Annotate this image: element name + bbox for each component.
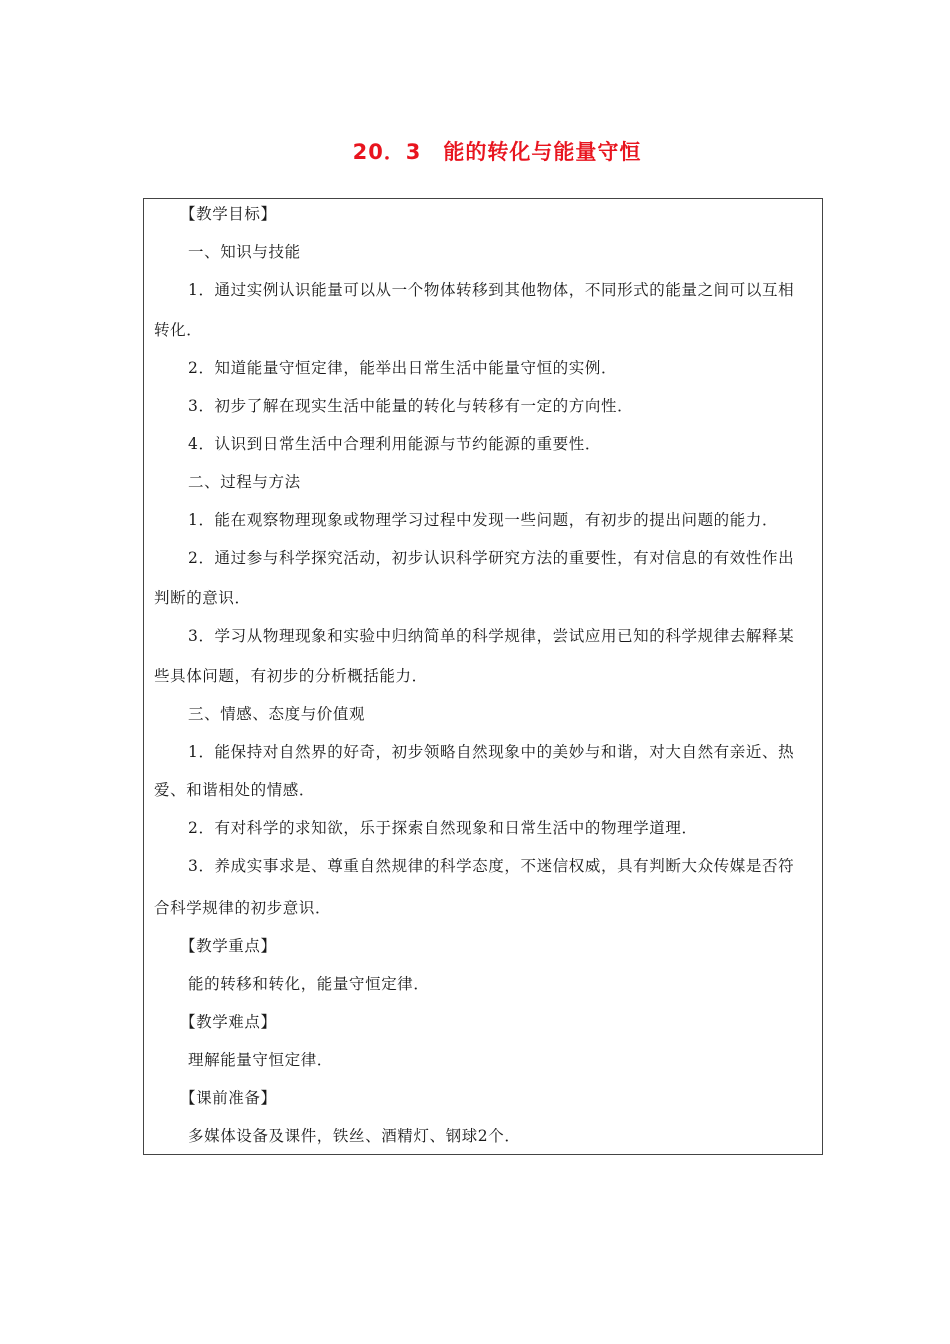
paragraph-line: 3．养成实事求是、尊重自然规律的科学态度，不迷信权威，具有判断大众传媒是否符 xyxy=(188,857,795,875)
paragraph-line: 多媒体设备及课件，铁丝、酒精灯、钢球2个． xyxy=(188,1127,521,1145)
paragraph-line: 能的转移和转化，能量守恒定律． xyxy=(188,975,430,993)
subsection-heading: 二、过程与方法 xyxy=(188,473,301,491)
paragraph-line: 3．学习从物理现象和实验中归纳简单的科学规律，尝试应用已知的科学规律去解释某 xyxy=(188,627,795,645)
paragraph-line: 1．通过实例认识能量可以从一个物体转移到其他物体，不同形式的能量之间可以互相 xyxy=(188,281,795,299)
subsection-heading: 一、知识与技能 xyxy=(188,243,301,261)
content-frame xyxy=(143,198,823,1155)
section-heading: 【课前准备】 xyxy=(180,1089,277,1107)
paragraph-line: 3．初步了解在现实生活中能量的转化与转移有一定的方向性． xyxy=(188,397,634,415)
paragraph-line: 些具体问题，有初步的分析概括能力． xyxy=(154,667,428,685)
paragraph-line: 2．有对科学的求知欲，乐于探索自然现象和日常生活中的物理学道理． xyxy=(188,819,698,837)
subsection-heading: 三、情感、态度与价值观 xyxy=(188,705,366,723)
paragraph-line: 2．知道能量守恒定律，能举出日常生活中能量守恒的实例． xyxy=(188,359,618,377)
paragraph-line: 理解能量守恒定律． xyxy=(188,1051,333,1069)
paragraph-line: 爱、和谐相处的情感． xyxy=(154,781,316,799)
paragraph-line: 2．通过参与科学探究活动，初步认识科学研究方法的重要性，有对信息的有效性作出 xyxy=(188,549,795,567)
section-heading: 【教学重点】 xyxy=(180,937,277,955)
paragraph-line: 转化． xyxy=(154,321,203,339)
paragraph-line: 合科学规律的初步意识． xyxy=(154,899,332,917)
document-title: 20．3 能的转化与能量守恒 xyxy=(352,140,642,164)
paragraph-line: 1．能保持对自然界的好奇，初步领略自然现象中的美妙与和谐，对大自然有亲近、热 xyxy=(188,743,795,761)
section-heading: 【教学难点】 xyxy=(180,1013,277,1031)
section-heading: 【教学目标】 xyxy=(180,205,277,223)
paragraph-line: 判断的意识． xyxy=(154,589,251,607)
paragraph-line: 1．能在观察物理现象或物理学习过程中发现一些问题，有初步的提出问题的能力． xyxy=(188,511,779,529)
paragraph-line: 4．认识到日常生活中合理利用能源与节约能源的重要性． xyxy=(188,435,601,453)
